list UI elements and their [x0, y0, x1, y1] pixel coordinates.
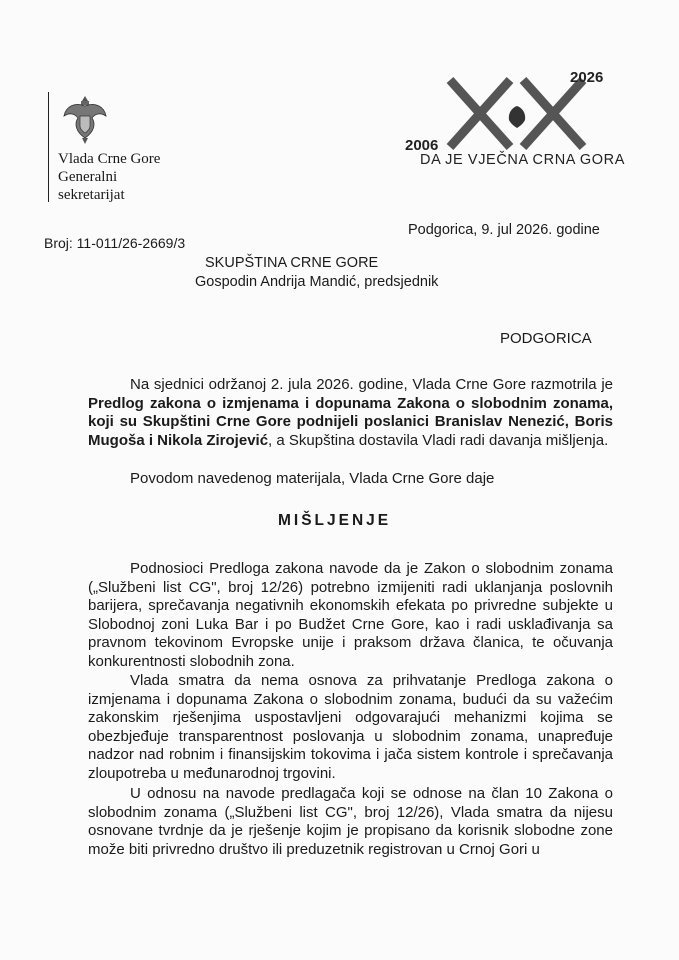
paragraph-article-10: U odnosu na navode predlagača koji se odnose na član 10 Zakona o slobodnim zonama („Službeni list CG", broj 12/26), Vlada smatra da nijesu osnovane tvrdnje da je rješenje kojim je propisano da korisnik slobodne zone može biti privredno društvo ili preduzetnik registrovan u Crnoj Gori u — [88, 785, 613, 858]
org-line-3: sekretarijat — [58, 187, 125, 203]
paragraph-submitters: Podnosioci Predloga zakona navode da je Zakon o slobodnim zonama („Službeni list CG", broj 12/26) potrebno izmijeniti radi uklanjanja poslovnih barijera, sprečavanja negativnih ekonomskih efekata po privredne subjekte u Slobodnoj zoni Luka Bar i po Budžet Crne Gore, kao i radi usklađivanja sa pravnom tekovinom Evropske unije i praksom država članica, te očuvanja konkurentnosti slobodnih zona. — [88, 560, 613, 670]
paragraph-intro: Na sjednici održanoj 2. jula 2026. godine, Vlada Crne Gore razmotrila je Predlog zakona o izmjenama i dopunama Zakona o slobodnim zonama, koji su Skupštini Crne Gore podnijeli poslanici Branislav Nenezić, Boris Mugoša i Nikola Zirojević, a Skupština dostavila Vladi radi davanja mišljenja. — [88, 376, 613, 449]
paragraph-government-view: Vlada smatra da nema osnova za prihvatanje Predloga zakona o izmjenama i dopunama Zakona o slobodnim zonama, budući da su važećim zakonskim rješenjima uspostavljeni odgovarajući mehanizmi kojima se obezbjeđuje transparentnost poslovanja u slobodnim zonama, unapređuje nadzor nad robnim i finansijskim tokovima i jača sistem kontrole i sprečavanja zloupotreba u međunarodnoj trgovini. — [88, 672, 613, 782]
org-line-2: Generalni — [58, 169, 118, 185]
recipient-institution: SKUPŠTINA CRNE GORE — [205, 255, 379, 271]
logo-motto: DA JE VJEČNA CRNA GORA — [420, 152, 625, 168]
header-divider — [48, 92, 49, 202]
logo-year-end: 2026 — [570, 69, 604, 86]
recipient-city: PODGORICA — [500, 330, 592, 347]
bill-title: Predlog zakona o izmjenama i dopunama Zakona o slobodnim zonama, koji su Skupštini Crne Gore podnijeli poslanici Branislav Nenezić, Boris Mugoša i Nikola Zirojević — [88, 394, 613, 449]
paragraph-statement: Povodom navedenog materijala, Vlada Crne Gore daje — [130, 470, 495, 487]
logo-year-start: 2006 — [405, 137, 439, 154]
opinion-heading: MIŠLJENJE — [278, 512, 392, 529]
reference-number: Broj: 11-011/26-2669/3 — [44, 235, 186, 251]
coat-of-arms-icon — [60, 92, 110, 146]
organization-name — [58, 150, 160, 204]
place-and-date: Podgorica, 9. jul 2026. godine — [408, 222, 600, 238]
org-line-1: Vlada Crne Gore — [58, 151, 161, 167]
recipient-person: Gospodin Andrija Mandić, predsjednik — [195, 274, 439, 290]
